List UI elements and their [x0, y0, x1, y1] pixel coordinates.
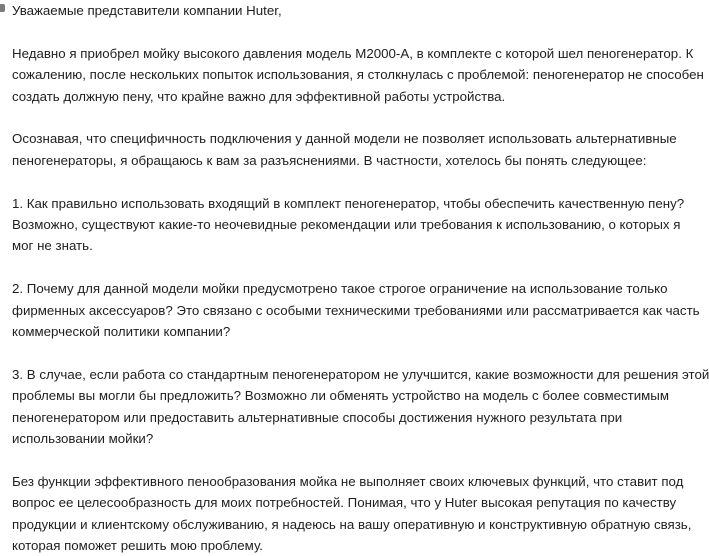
- question-1-line: Возможно, существуют какие-то неочевидные рекомендации или требования к использованию, о которых я: [12, 217, 681, 233]
- intro-line: Недавно я приобрел мойку высокого давления модель М2000-А, в комплекте с которой шел пеногенератор. К: [12, 45, 694, 61]
- greeting-line: Уважаемые представители компании Huter,: [12, 3, 282, 18]
- intro-line: сожалению, после нескольких попыток использования, я столкнулась с проблемой: пеногенератор не способен: [12, 67, 704, 83]
- question-2-line: 2. Почему для данной модели мойки предусмотрено такое строгое ограничение на использование только: [12, 281, 668, 297]
- greeting: [12, 0, 650, 21]
- intro-line: создать должную пену, что крайне важно для эффективной работы устройства.: [12, 88, 506, 104]
- question-3-line: пеногенератором или предоставить альтернативные способы достижения нужного результата при: [12, 409, 623, 425]
- scroll-marker: [0, 4, 5, 12]
- closing-paragraph: [12, 471, 692, 556]
- question-3-line: проблемы вы могли бы предложить? Возможно ли обменять устройство на модель с более совместимым: [12, 388, 669, 404]
- question-3-line: 3. В случае, если работа со стандартным пеногенератором не улучшится, какие возможности для решения этой: [12, 366, 709, 382]
- question-3-line: использовании мойки?: [12, 431, 154, 447]
- question-1-line: мог не знать.: [12, 238, 93, 254]
- question-2-line: фирменных аксессуаров? Это связано с особыми техническими требованиями или рассматривается как часть: [12, 302, 700, 318]
- context-line: пеногенераторы, я обращаюсь к вам за разъяснениями. В частности, хотелось бы понять следующее:: [12, 152, 647, 168]
- question-1-paragraph: [12, 193, 685, 257]
- closing-line: продукции и клиентскому обслуживанию, я надеюсь на вашу оперативную и конструктивную обратную связь,: [12, 516, 692, 532]
- closing-line: Без функции эффективного пенообразования мойка не выполняет своих ключевых функций, что ставит под: [12, 473, 684, 489]
- question-2-line: коммерческой политики компании?: [12, 324, 231, 340]
- context-line: Осознавая, что специфичность подключения у данной модели не позволяет использовать альтернативные: [12, 131, 677, 147]
- question-1-line: 1. Как правильно использовать входящий в комплект пеногенератор, чтобы обеспечить качественную пену?: [12, 195, 685, 211]
- question-2-paragraph: [12, 278, 700, 342]
- question-3-paragraph: [12, 364, 709, 450]
- context-paragraph: [12, 128, 677, 171]
- closing-line: вопрос ее целесообразность для моих потребностей. Понимая, что у Huter высокая репутация по качеству: [12, 495, 677, 511]
- closing-line: которая поможет решить мою проблему.: [12, 538, 263, 554]
- intro-paragraph: [12, 43, 704, 107]
